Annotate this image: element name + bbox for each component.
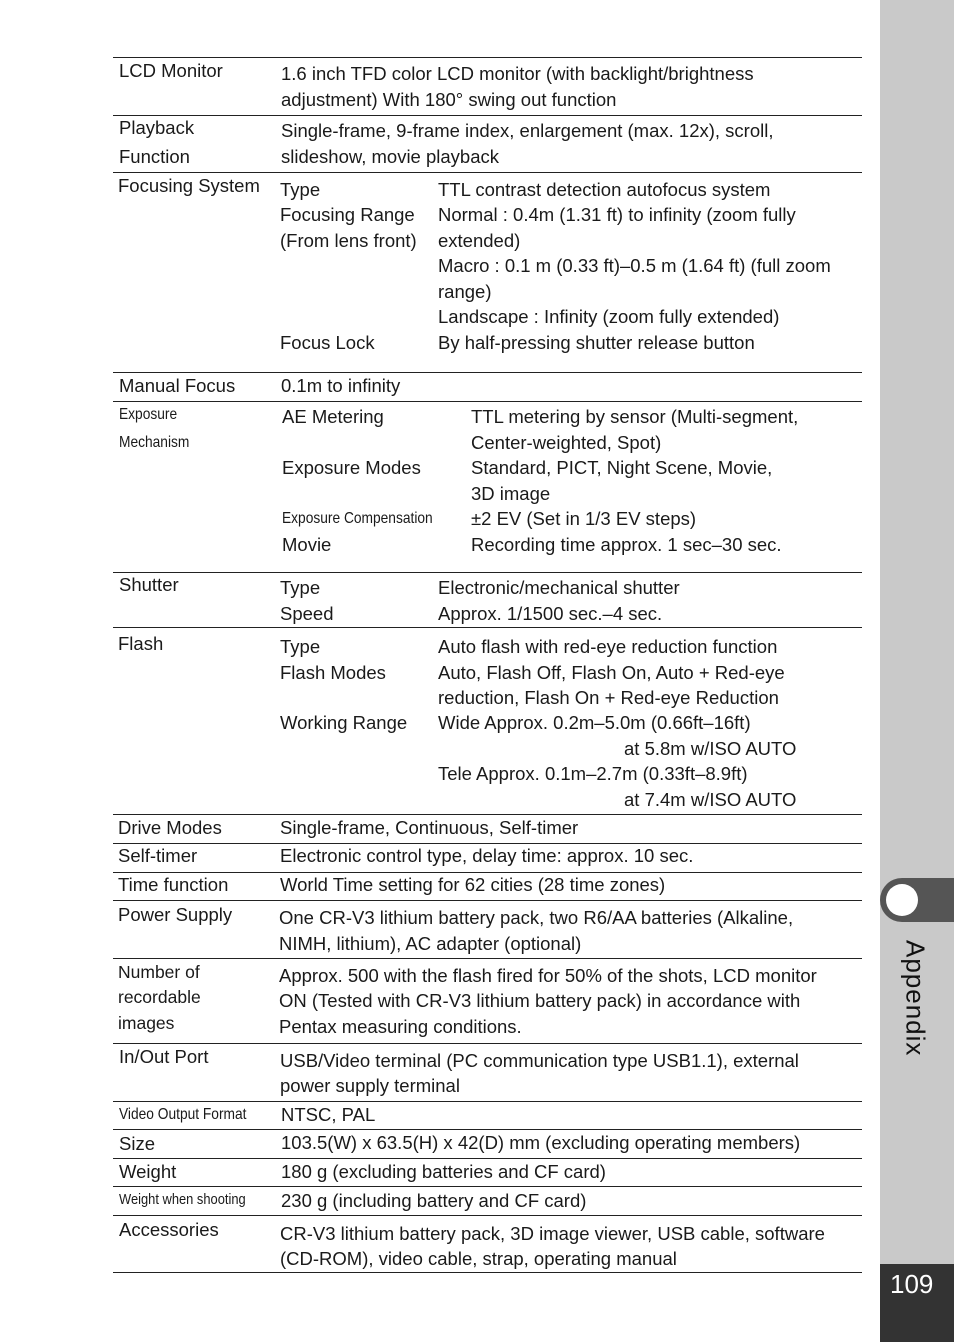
- sub-value: Electronic/mechanical shutter: [438, 577, 680, 598]
- spec-value-line: (CD-ROM), video cable, strap, operating manual: [280, 1248, 677, 1269]
- sub-value: ±2 EV (Set in 1/3 EV steps): [471, 508, 697, 529]
- sub-value: Macro : 0.1 m (0.33 ft)–0.5 m (1.64 ft) (full zoom: [438, 255, 831, 276]
- spec-value-line: slideshow, movie playback: [281, 146, 499, 167]
- row-divider: [113, 572, 862, 573]
- row-divider: [113, 115, 862, 116]
- spec-value-line: ON (Tested with CR-V3 lithium battery pack) in accordance with: [279, 990, 801, 1011]
- sub-value: TTL contrast detection autofocus system: [438, 179, 771, 200]
- sub-label: Flash Modes: [280, 662, 386, 683]
- sub-label: Speed: [280, 603, 334, 624]
- sub-label: Type: [280, 179, 321, 200]
- spec-label-power: Power Supply: [118, 904, 233, 925]
- spec-value: 103.5(W) x 63.5(H) x 42(D) mm (excluding operating members): [281, 1132, 801, 1153]
- spec-label-weight-shooting: Weight when shooting: [119, 1191, 246, 1208]
- spec-value-line: Pentax measuring conditions.: [279, 1016, 522, 1037]
- row-divider: [113, 57, 862, 58]
- spec-label-drive: Drive Modes: [118, 817, 222, 838]
- spec-label-playback: Function: [119, 146, 190, 167]
- sub-label: AE Metering: [282, 406, 384, 427]
- sub-value: Normal : 0.4m (1.31 ft) to infinity (zoom fully: [438, 204, 796, 225]
- sub-value: at 7.4m w/ISO AUTO: [624, 789, 797, 810]
- sub-value: Approx. 1/1500 sec.–4 sec.: [438, 603, 663, 624]
- sub-value: at 5.8m w/ISO AUTO: [624, 738, 797, 759]
- spec-value-line: NIMH, lithium), AC adapter (optional): [279, 933, 582, 954]
- spec-label-recordable: recordable: [118, 987, 201, 1007]
- spec-label-flash: Flash: [118, 633, 164, 654]
- spec-label-port: In/Out Port: [119, 1046, 209, 1067]
- spec-value-line: Approx. 500 with the flash fired for 50% of the shots, LCD monitor: [279, 965, 817, 986]
- sub-value: TTL metering by sensor (Multi-segment,: [471, 406, 799, 427]
- spec-label-focusing: Focusing System: [118, 175, 260, 196]
- spec-value-line: adjustment) With 180° swing out function: [281, 89, 617, 110]
- row-divider: [113, 1215, 862, 1216]
- spec-label-lcd: LCD Monitor: [119, 60, 223, 81]
- row-divider: [113, 958, 862, 959]
- sub-value: extended): [438, 230, 521, 251]
- section-label: Appendix: [900, 940, 931, 1057]
- sidebar: [880, 0, 954, 1342]
- spec-value: 230 g (including battery and CF card): [281, 1190, 587, 1211]
- sub-value: Auto flash with red-eye reduction function: [438, 636, 778, 657]
- row-divider: [113, 1043, 862, 1044]
- sub-label: Exposure Compensation: [282, 510, 433, 527]
- sub-label: Exposure Modes: [282, 457, 421, 478]
- section-tab-circle: [886, 884, 918, 916]
- spec-value-line: USB/Video terminal (PC communication type USB1.1), external: [280, 1050, 799, 1071]
- sub-value: reduction, Flash On + Red-eye Reduction: [438, 687, 779, 708]
- spec-label-self-timer: Self-timer: [118, 845, 198, 866]
- spec-label-time-function: Time function: [118, 874, 229, 895]
- sub-label: (From lens front): [280, 230, 417, 251]
- sub-value: Tele Approx. 0.1m–2.7m (0.33ft–8.9ft): [438, 763, 748, 784]
- spec-label-playback: Playback: [119, 117, 195, 138]
- spec-label-exposure: Mechanism: [119, 434, 190, 451]
- spec-value: 180 g (excluding batteries and CF card): [281, 1161, 606, 1182]
- spec-value: Electronic control type, delay time: approx. 10 sec.: [280, 845, 694, 866]
- spec-value-line: One CR-V3 lithium battery pack, two R6/AA batteries (Alkaline,: [279, 907, 794, 928]
- sub-label: Type: [280, 577, 321, 598]
- sub-label: Type: [280, 636, 321, 657]
- spec-label-size: Size: [119, 1133, 155, 1154]
- spec-value: NTSC, PAL: [281, 1104, 376, 1125]
- sub-value: By half-pressing shutter release button: [438, 332, 755, 353]
- spec-value-line: 1.6 inch TFD color LCD monitor (with backlight/brightness: [281, 63, 754, 84]
- spec-value-line: CR-V3 lithium battery pack, 3D image viewer, USB cable, software: [280, 1223, 825, 1244]
- row-divider: [113, 900, 862, 901]
- sub-value: Auto, Flash Off, Flash On, Auto + Red-eye: [438, 662, 785, 683]
- sub-value: Standard, PICT, Night Scene, Movie,: [471, 457, 773, 478]
- spec-label-video: Video Output Format: [119, 1106, 247, 1123]
- sub-label: Movie: [282, 534, 332, 555]
- spec-label-recordable: Number of: [118, 962, 200, 982]
- row-divider: [113, 627, 862, 628]
- spec-value-line: Single-frame, 9-frame index, enlargement (max. 12x), scroll,: [281, 120, 774, 141]
- spec-label-exposure: Exposure: [119, 406, 178, 423]
- sub-label: Focusing Range: [280, 204, 415, 225]
- spec-value: Single-frame, Continuous, Self-timer: [280, 817, 579, 838]
- row-divider: [113, 401, 862, 402]
- spec-value: World Time setting for 62 cities (28 time zones): [280, 874, 666, 895]
- spec-label-weight: Weight: [119, 1161, 177, 1182]
- spec-label-manual-focus: Manual Focus: [119, 375, 236, 396]
- sub-value: Center-weighted, Spot): [471, 432, 662, 453]
- sub-label: Focus Lock: [280, 332, 375, 353]
- sub-value: 3D image: [471, 483, 551, 504]
- sub-value: Landscape : Infinity (zoom fully extended): [438, 306, 780, 327]
- spec-label-accessories: Accessories: [119, 1219, 219, 1240]
- sub-value: range): [438, 281, 492, 302]
- spec-label-shutter: Shutter: [119, 574, 179, 595]
- spec-value-line: power supply terminal: [280, 1075, 460, 1096]
- spec-label-recordable: images: [118, 1013, 175, 1033]
- page-number: 109: [880, 1264, 954, 1342]
- row-divider: [113, 1272, 862, 1273]
- sub-value: Recording time approx. 1 sec–30 sec.: [471, 534, 782, 555]
- sub-label: Working Range: [280, 712, 408, 733]
- spec-value: 0.1m to infinity: [281, 375, 401, 396]
- sub-value: Wide Approx. 0.2m–5.0m (0.66ft–16ft): [438, 712, 751, 733]
